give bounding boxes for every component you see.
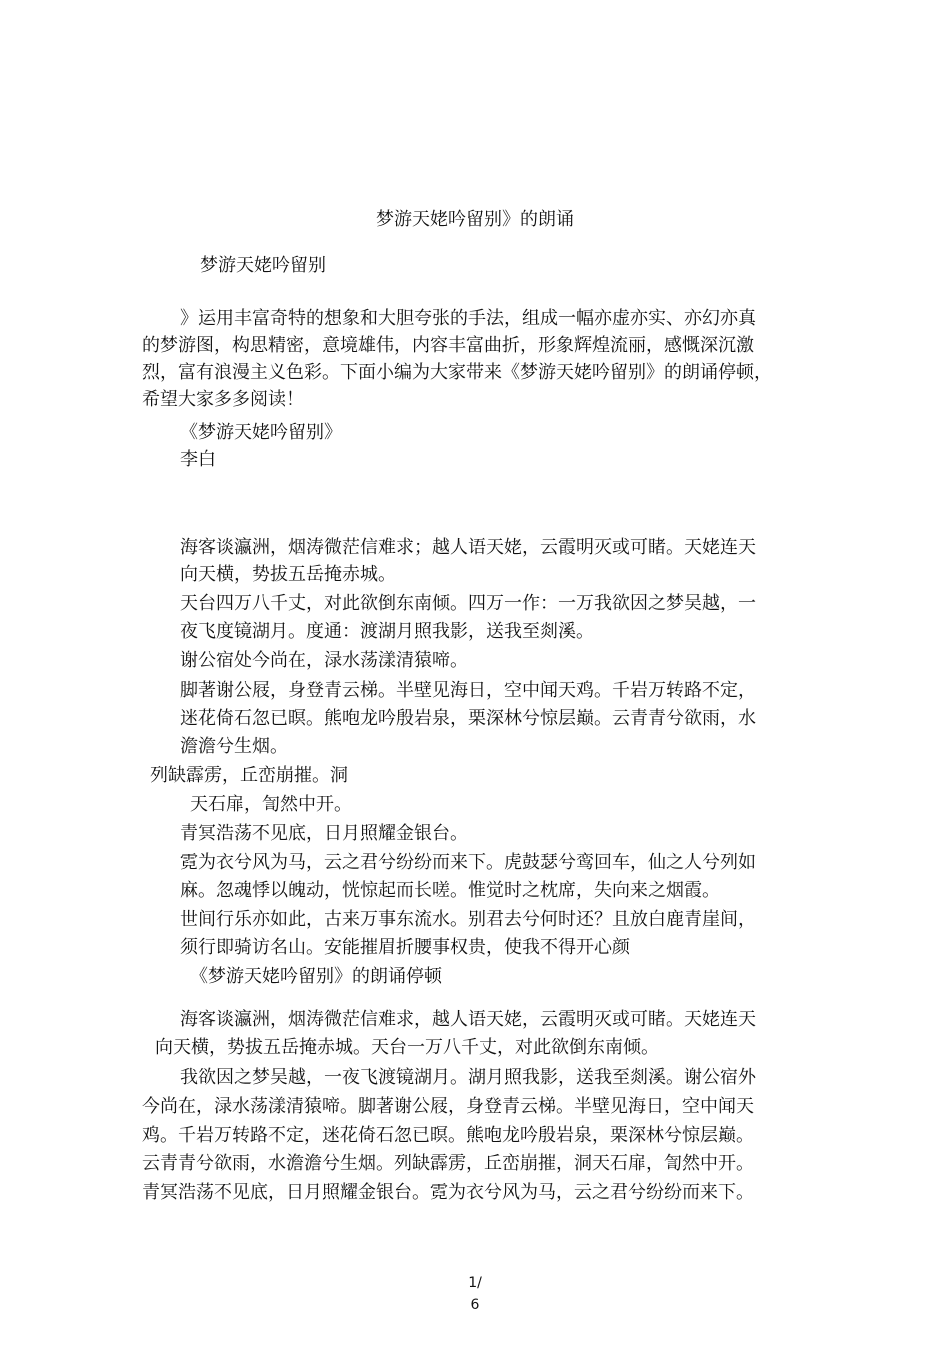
poem-line: 谢公宿处今尚在，渌水荡漾清猿啼。 <box>180 650 468 671</box>
paragraph-line: 鸡。千岩万转路不定，迷花倚石忽已暝。熊咆龙吟殷岩泉，栗深林兮惊层巅。 <box>142 1125 754 1146</box>
page-number-total: 6 <box>470 1297 480 1313</box>
poem-title: 《梦游天姥吟留别》 <box>180 422 342 443</box>
paragraph-line: 今尚在，渌水荡漾清猿啼。脚著谢公屐，身登青云梯。半壁见海日，空中闻天 <box>142 1096 754 1117</box>
intro-line-1: 》运用丰富奇特的想象和大胆夸张的手法，组成一幅亦虚亦实、亦幻亦真 <box>180 308 756 329</box>
paragraph-line: 我欲因之梦吴越，一夜飞渡镜湖月。湖月照我影，送我至剡溪。谢公宿外 <box>180 1067 756 1088</box>
paragraph-line: 青冥浩荡不见底，日月照耀金银台。霓为衣兮风为马，云之君兮纷纷而来下。 <box>142 1182 754 1203</box>
intro-line-3: 烈，富有浪漫主义色彩。下面小编为大家带来《梦游天姥吟留别》的朗诵停顿， <box>142 362 772 383</box>
document-title: 梦游天姥吟留别》的朗诵 <box>376 209 574 230</box>
poem-line: 青冥浩荡不见底，日月照耀金银台。 <box>180 823 468 844</box>
poem-line: 迷花倚石忽已暝。熊咆龙吟殷岩泉，栗深林兮惊层巅。云青青兮欲雨，水 <box>180 708 756 729</box>
poem-line: 向天横，势拔五岳掩赤城。 <box>180 564 396 585</box>
poem-line: 世间行乐亦如此，古来万事东流水。别君去兮何时还？且放白鹿青崖间， <box>180 909 756 930</box>
intro-line-4: 希望大家多多阅读！ <box>142 389 304 410</box>
section-heading: 《梦游天姥吟留别》的朗诵停顿 <box>190 966 442 987</box>
poem-author: 李白 <box>180 449 216 470</box>
poem-line: 麻。忽魂悸以魄动，恍惊起而长嗟。惟觉时之枕席，失向来之烟霞。 <box>180 880 720 901</box>
poem-line: 海客谈瀛洲，烟涛微茫信难求；越人语天姥，云霞明灭或可睹。天姥连天 <box>180 537 756 558</box>
paragraph-line: 云青青兮欲雨，水澹澹兮生烟。列缺霹雳，丘峦崩摧，洞天石扉，訇然中开。 <box>142 1153 754 1174</box>
paragraph-line: 向天横，势拔五岳掩赤城。天台一万八千丈，对此欲倒东南倾。 <box>155 1037 659 1058</box>
poem-line: 澹澹兮生烟。 <box>180 736 288 757</box>
intro-line-2: 的梦游图，构思精密，意境雄伟，内容丰富曲折，形象辉煌流丽，感慨深沉激 <box>142 335 754 356</box>
poem-line: 列缺霹雳，丘峦崩摧。洞 <box>150 765 348 786</box>
poem-line: 脚著谢公屐，身登青云梯。半壁见海日，空中闻天鸡。千岩万转路不定， <box>180 680 756 701</box>
poem-line: 夜飞度镜湖月。度通：渡湖月照我影，送我至剡溪。 <box>180 621 594 642</box>
page-number-current: 1/ <box>468 1275 482 1291</box>
poem-line: 霓为衣兮风为马，云之君兮纷纷而来下。虎鼓瑟兮鸾回车，仙之人兮列如 <box>180 852 756 873</box>
poem-line: 天台四万八千丈，对此欲倒东南倾。四万一作：一万我欲因之梦吴越，一 <box>180 593 756 614</box>
poem-line: 须行即骑访名山。安能摧眉折腰事权贵，使我不得开心颜 <box>180 937 630 958</box>
poem-heading: 梦游天姥吟留别 <box>200 255 326 276</box>
paragraph-line: 海客谈瀛洲，烟涛微茫信难求，越人语天姥，云霞明灭或可睹。天姥连天 <box>180 1009 756 1030</box>
poem-line: 天石扉，訇然中开。 <box>190 794 352 815</box>
